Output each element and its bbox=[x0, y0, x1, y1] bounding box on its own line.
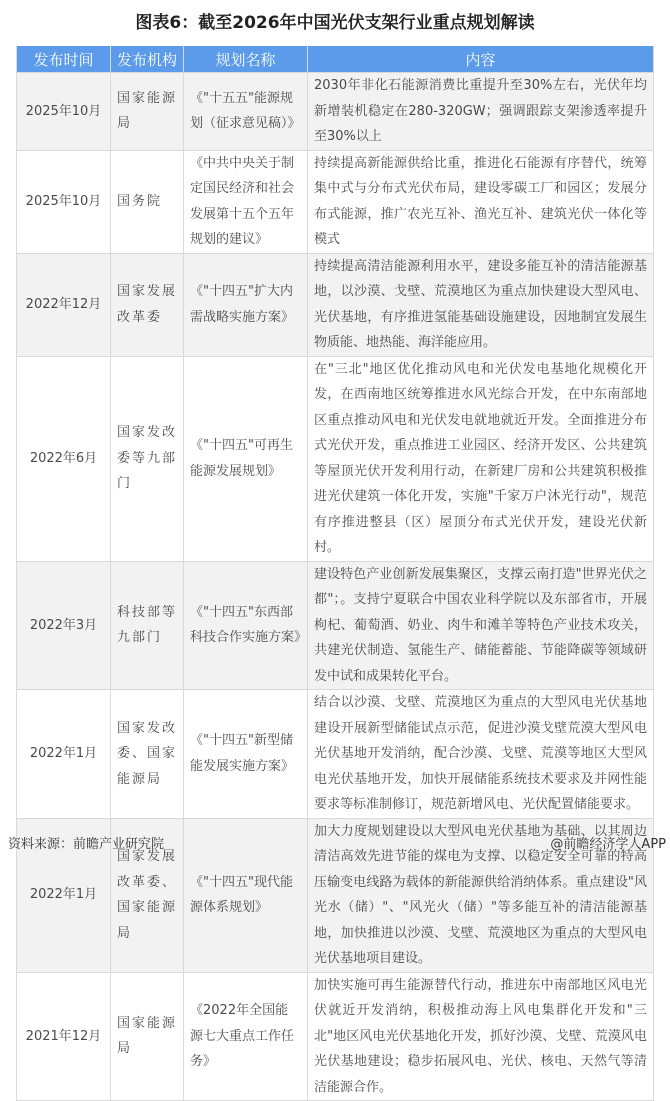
table-row bbox=[17, 690, 654, 819]
table-row bbox=[17, 356, 654, 561]
table-header-row bbox=[17, 46, 654, 73]
cell-date: 2022年12月 bbox=[17, 253, 111, 356]
cell-org: 国务院 bbox=[111, 150, 184, 253]
cell-content: 2030年非化石能源消费比重提升至30%左右，光伏年均新增装机稳定在280-320GW；强调跟踪支架渗透率提升至30%以上 bbox=[308, 73, 654, 151]
cell-content: 持续提高清洁能源利用水平，建设多能互补的清洁能源基地，以沙漠、戈壁、荒漠地区为重点加快建设大型风电、光伏基地，有序推进氢能基础设施建设，因地制宜发展生物质能、地热能、海洋能应用。 bbox=[308, 253, 654, 356]
cell-plan-name: 《"十四五"东西部科技合作实施方案》 bbox=[184, 561, 308, 690]
table-row bbox=[17, 561, 654, 690]
cell-org: 国家发展改革委 bbox=[111, 253, 184, 356]
cell-date: 2022年1月 bbox=[17, 690, 111, 819]
cell-org: 国家发展改革委、国家能源局 bbox=[111, 818, 184, 972]
header-plan-name: 规划名称 bbox=[184, 46, 308, 73]
cell-content: 在"三北"地区优化推动风电和光伏发电基地化规模化开发，在西南地区统筹推进水风光综合开发，在中东南部地区重点推动风电和光伏发电就地就近开发。全面推进分布式光伏开发，重点推进工业园区、经济开发区、公共建筑等屋顶光伏开发利用行动，在新建厂房和公共建筑积极推进光伏建筑一体化开发，实施"千家万户沐光行动"，规范有序推进整县（区）屋顶分布式光伏开发，建设光伏新村。 bbox=[308, 356, 654, 561]
cell-content: 建设特色产业创新发展集聚区，支撑云南打造"世界光伏之都"；。支持宁夏联合中国农业科学院以及东部省市，开展枸杞、葡萄酒、奶业、肉牛和滩羊等特色产业技术攻关，共建光伏制造、氢能生产、储能蓄能、节能降碳等领域研发中试和成果转化平台。 bbox=[308, 561, 654, 690]
source-note: 资料来源：前瞻产业研究院 bbox=[8, 837, 165, 852]
header-content: 内容 bbox=[308, 46, 654, 73]
cell-org: 国家发改委等九部门 bbox=[111, 356, 184, 561]
cell-content: 加快实施可再生能源替代行动，推进东中南部地区风电光伏就近开发消纳，积极推动海上风电集群化开发和"三北"地区风电光伏基地化开发，抓好沙漠、戈壁、荒漠风电光伏基地建设；稳步拓展风电、光伏、核电、天然气等清洁能源合作。 bbox=[308, 972, 654, 1101]
cell-plan-name: 《"十四五"新型储能发展实施方案》 bbox=[184, 690, 308, 819]
cell-plan-name: 《"十四五"扩大内需战略实施方案》 bbox=[184, 253, 308, 356]
table-row bbox=[17, 73, 654, 151]
cell-org: 科技部等九部门 bbox=[111, 561, 184, 690]
cell-org: 国家能源局 bbox=[111, 73, 184, 151]
cell-org: 国家发改委、国家能源局 bbox=[111, 690, 184, 819]
cell-plan-name: 《"十四五"现代能源体系规划》 bbox=[184, 818, 308, 972]
cell-date: 2021年12月 bbox=[17, 972, 111, 1101]
cell-date: 2022年6月 bbox=[17, 356, 111, 561]
cell-date: 2025年10月 bbox=[17, 150, 111, 253]
table-row bbox=[17, 972, 654, 1101]
header-date: 发布时间 bbox=[17, 46, 111, 73]
header-org: 发布机构 bbox=[111, 46, 184, 73]
table-row bbox=[17, 253, 654, 356]
page-title: 图表6：截至2026年中国光伏支架行业重点规划解读 bbox=[135, 13, 535, 33]
cell-org: 国家能源局 bbox=[111, 972, 184, 1101]
credit-note: @前瞻经济学人APP bbox=[550, 837, 666, 852]
cell-date: 2022年3月 bbox=[17, 561, 111, 690]
cell-plan-name: 《中共中央关于制定国民经济和社会发展第十五个五年规划的建议》 bbox=[184, 150, 308, 253]
cell-date: 2025年10月 bbox=[17, 73, 111, 151]
cell-content: 持续提高新能源供给比重，推进化石能源有序替代，统筹集中式与分布式光伏布局，建设零碳工厂和园区；发展分布式能源，推广农光互补、渔光互补、建筑光伏一体化等模式 bbox=[308, 150, 654, 253]
cell-plan-name: 《"十四五"可再生能源发展规划》 bbox=[184, 356, 308, 561]
cell-plan-name: 《2022年全国能源七大重点工作任务》 bbox=[184, 972, 308, 1101]
cell-plan-name: 《"十五五"能源规划（征求意见稿）》 bbox=[184, 73, 308, 151]
cell-content: 结合以沙漠、戈壁、荒漠地区为重点的大型风电光伏基地建设开展新型储能试点示范，促进沙漠戈壁荒漠大型风电光伏基地开发消纳，配合沙漠、戈壁、荒漠等地区大型风电光伏基地开发，加快开展储能系统技术要求及并网性能要求等标准制修订，规范新增风电、光伏配置储能要求。 bbox=[308, 690, 654, 819]
policy-table bbox=[16, 46, 654, 1101]
cell-content: 加大力度规划建设以大型风电光伏基地为基础、以其周边清洁高效先进节能的煤电为支撑、以稳定安全可靠的特高压输变电线路为载体的新能源供给消纳体系。重点建设"风光水（储）"、"风光火（储）"等多能互补的清洁能源基地，加快推进以沙漠、戈壁、荒漠地区为重点的大型风电光伏基地项目建设。 bbox=[308, 818, 654, 972]
cell-date: 2022年1月 bbox=[17, 818, 111, 972]
table-row bbox=[17, 150, 654, 253]
